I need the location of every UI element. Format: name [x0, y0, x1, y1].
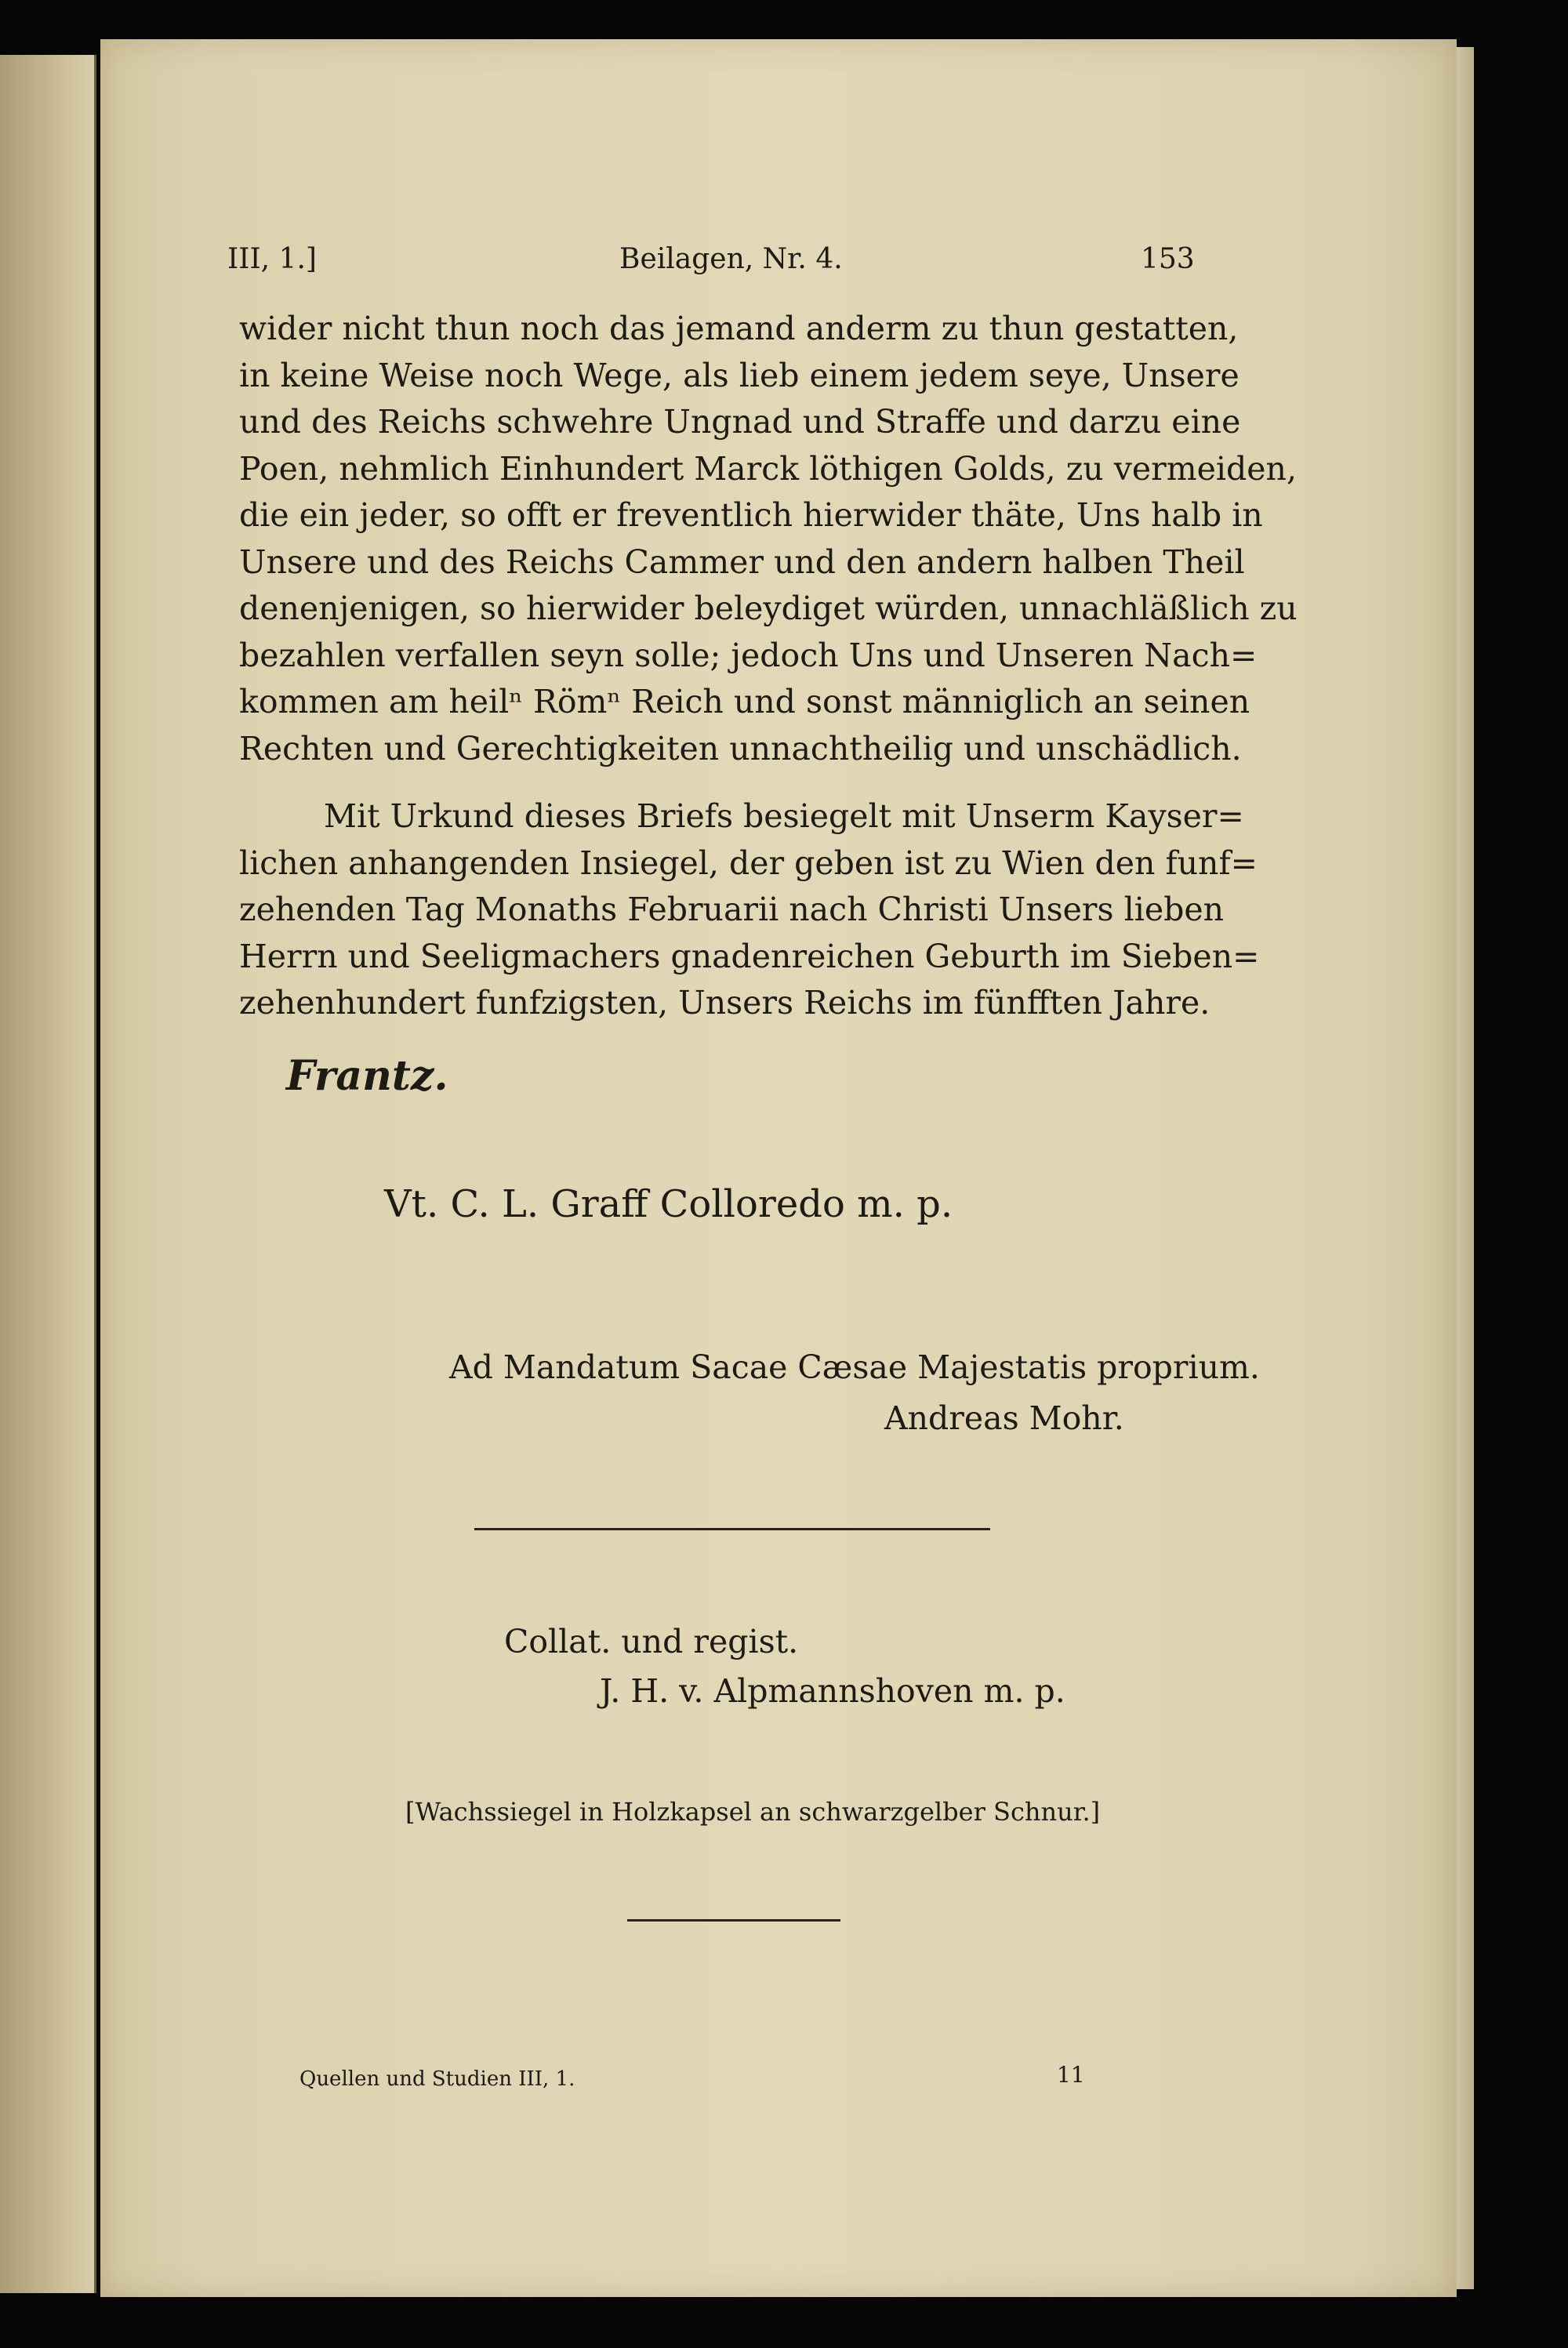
page-stack-edge: [1457, 47, 1474, 2289]
collation-note: Collat. und regist.: [504, 1623, 799, 1660]
header-section-ref: III, 1.]: [227, 243, 317, 275]
secretary-name: Andreas Mohr.: [884, 1399, 1124, 1437]
text-line: denenjenigen, so hierwider beleydiget würden, unnachläßlich zu: [239, 590, 1298, 627]
countersignature: Vt. C. L. Graff Colloredo m. p.: [384, 1182, 953, 1226]
text-line: zehenden Tag Monaths Februarii nach Christi Unsers lieben: [239, 891, 1225, 928]
header-title: Beilagen, Nr. 4.: [619, 243, 843, 275]
page-number: 153: [1141, 243, 1195, 275]
paragraph-2: [239, 793, 1260, 1027]
signature-frantz: Frantz.: [286, 1052, 448, 1100]
text-line: lichen anhangenden Insiegel, der geben ist zu Wien den funf=: [239, 844, 1258, 882]
previous-page-edge: [0, 55, 96, 2293]
footer-series: Quellen und Studien III, 1.: [299, 2067, 575, 2091]
text-line: Rechten und Gerechtigkeiten unnachtheilig und unschädlich.: [239, 729, 1242, 768]
text-line: zehenhundert funfzigsten, Unsers Reichs im fünfften Jahre.: [239, 984, 1210, 1022]
text-line: bezahlen verfallen seyn solle; jedoch Uns und Unseren Nach=: [239, 636, 1258, 674]
text-line: in keine Weise noch Wege, als lieb einem jedem seye, Unsere: [239, 356, 1240, 394]
text-line: Poen, nehmlich Einhundert Marck löthigen Golds, zu vermeiden,: [239, 449, 1297, 488]
paragraph-1: [239, 306, 1298, 772]
footer-signature-mark: 11: [1057, 2062, 1085, 2088]
text-line: die ein jeder, so offt er freventlich hierwider thäte, Uns halb in: [239, 496, 1263, 534]
text-line: und des Reichs schwehre Ungnad und Straffe und darzu eine: [239, 403, 1241, 441]
text-line: Unsere und des Reichs Cammer und den andern halben Theil: [239, 543, 1245, 581]
text-line: Herrn und Seeligmachers gnadenreichen Geburth im Sieben=: [239, 937, 1260, 975]
text-line: wider nicht thun noch das jemand anderm zu thun gestatten,: [239, 310, 1239, 347]
text-line: Mit Urkund dieses Briefs besiegelt mit Unserm Kayser=: [324, 797, 1244, 835]
divider-rule: [474, 1528, 990, 1530]
seal-note: [Wachssiegel in Holzkapsel an schwarzgelber Schnur.]: [405, 1797, 1101, 1827]
registrar-name: J. H. v. Alpmannshoven m. p.: [600, 1672, 1065, 1710]
end-rule: [627, 1919, 840, 1922]
text-line: kommen am heilⁿ Römⁿ Reich und sonst männiglich an seinen: [239, 683, 1250, 720]
mandatum-line: Ad Mandatum Sacae Cæsae Majestatis proprium.: [449, 1348, 1260, 1386]
